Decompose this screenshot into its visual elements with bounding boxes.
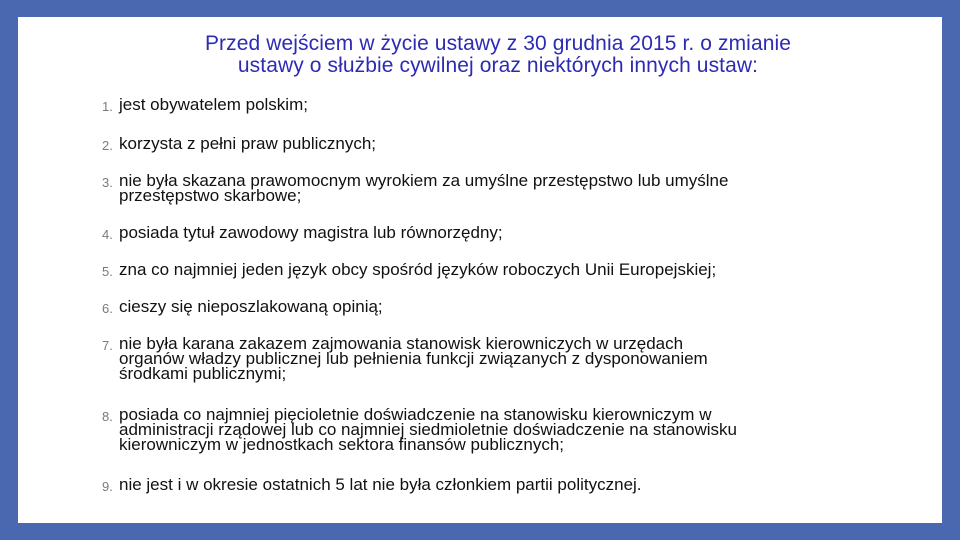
list-item [102,97,862,114]
list-item [102,262,862,279]
content-panel [18,17,942,523]
item-line: nie jest i w okresie ostatnich 5 lat nie była członkiem partii politycznej. [119,475,642,494]
item-number: 1. [102,99,113,114]
item-line: posiada tytuł zawodowy magistra lub równorzędny; [119,223,503,242]
item-line: kierowniczym w jednostkach sektora finansów publicznych; [119,435,565,454]
item-line: przestępstwo skarbowe; [119,186,302,205]
item-number: 5. [102,264,113,279]
item-number: 6. [102,301,113,316]
item-number: 8. [102,409,113,424]
item-line: cieszy się nieposzlakowaną opinią; [119,297,383,316]
item-line: organów władzy publicznej lub pełnienia funkcji związanych z dysponowaniem [119,349,708,368]
item-line: administracji rządowej lub co najmniej siedmioletnie doświadczenie na stanowisku [119,420,737,439]
list-item [102,477,862,494]
item-line: jest obywatelem polskim; [119,95,308,114]
list-item [102,225,862,242]
item-text [119,477,862,494]
item-text [119,262,862,279]
list-item [102,336,862,381]
item-text [119,173,862,203]
item-text [119,97,862,114]
item-text [119,407,862,452]
title-line: ustawy o służbie cywilnej oraz niektórych innych ustaw: [237,54,759,77]
title-line: Przed wejściem w życie ustawy z 30 grudnia 2015 r. o zmianie [204,32,792,55]
item-number: 4. [102,227,113,242]
item-number: 3. [102,175,113,190]
item-text [119,336,862,381]
item-text [119,136,862,153]
item-number: 7. [102,338,113,353]
item-text [119,225,862,242]
list-item [102,407,862,452]
item-line: korzysta z pełni praw publicznych; [119,134,377,153]
list-item [102,299,862,316]
item-text [119,299,862,316]
item-line: posiada co najmniej pięcioletnie doświadczenie na stanowisku kierowniczym w [119,405,712,424]
list-item [102,136,862,153]
item-line: nie była skazana prawomocnym wyrokiem za umyślne przestępstwo lub umyślne [119,171,729,190]
item-number: 9. [102,479,113,494]
item-number: 2. [102,138,113,153]
item-line: środkami publicznymi; [119,364,287,383]
slide-title [118,33,878,77]
item-line: nie była karana zakazem zajmowania stanowisk kierowniczych w urzędach [119,334,684,353]
item-line: zna co najmniej jeden język obcy spośród języków roboczych Unii Europejskiej; [119,260,717,279]
list-item [102,173,862,203]
